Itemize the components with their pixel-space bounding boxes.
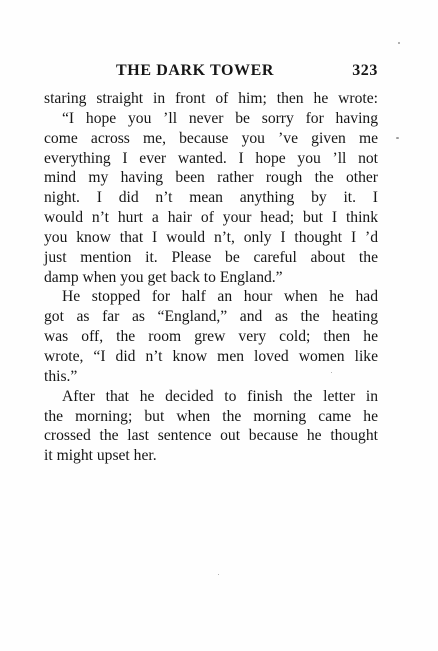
text-line: night. I did n’t mean anything by it. I — [44, 189, 378, 207]
text-line: staring straight in front of him; then he wrote: — [44, 90, 378, 107]
text-line: wrote, “I did n’t know men loved women like — [44, 347, 378, 365]
text-line: got as far as “England,” and as the heating — [44, 308, 378, 326]
text-line: mind my having been rather rough the other — [44, 169, 378, 187]
text-line: was off, the room grew very cold; then he — [44, 328, 378, 346]
text-line: just mention it. Please be careful about the — [44, 248, 378, 266]
text-line: this.” — [44, 367, 78, 385]
text-line: He stopped for half an hour when he had — [62, 288, 378, 306]
text-line: After that he decided to finish the letter in — [62, 387, 378, 405]
paper-speck — [218, 574, 219, 575]
text-line: the morning; but when the morning came he — [44, 407, 378, 425]
text-line: you know that I would n’t, only I thought I ’d — [44, 228, 378, 246]
page-number: 323 — [352, 62, 378, 79]
text-line: “I hope you ’ll never be sorry for having — [62, 109, 378, 127]
paper-speck — [396, 137, 399, 139]
text-line: damp when you get back to England.” — [44, 268, 283, 286]
text-line: it might upset her. — [44, 447, 157, 465]
text-line: would n’t hurt a hair of your head; but I think — [44, 209, 378, 227]
text-line: everything I ever wanted. I hope you ’ll not — [44, 149, 378, 167]
running-title: THE DARK TOWER — [116, 62, 275, 79]
body-text — [44, 89, 378, 466]
paper-speck — [331, 372, 332, 373]
text-line: come across me, because you ’ve given me — [44, 129, 378, 147]
paper-speck — [398, 42, 400, 44]
running-head — [44, 62, 378, 84]
text-line: crossed the last sentence out because he thought — [44, 427, 378, 445]
